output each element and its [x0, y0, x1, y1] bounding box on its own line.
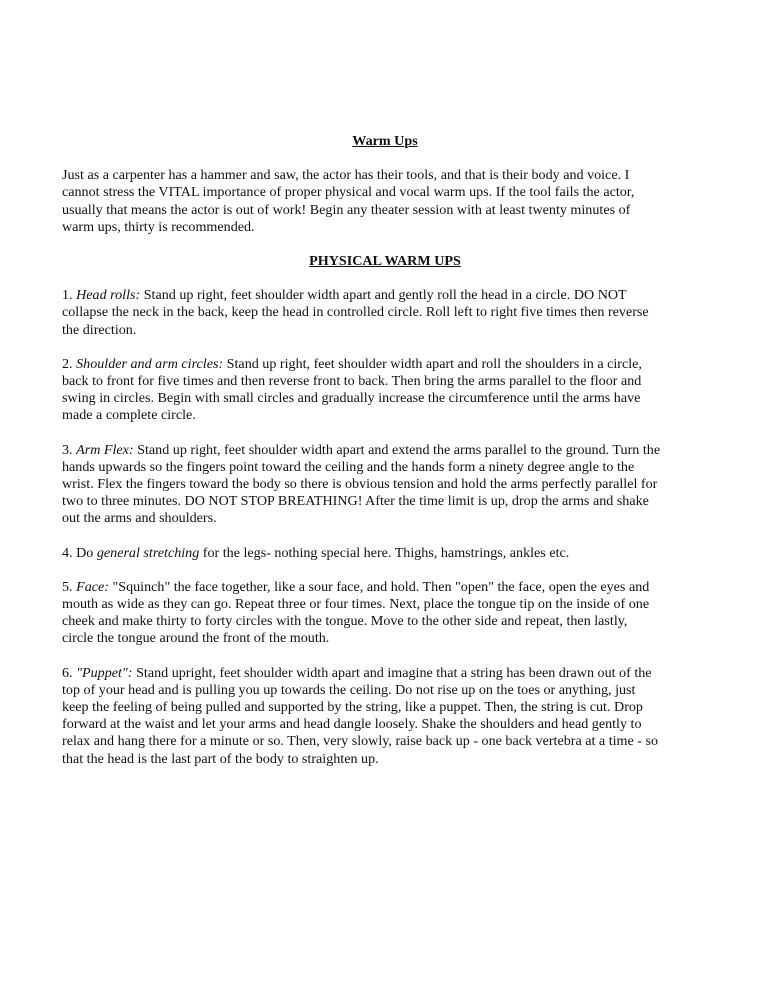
item-line: keep the feeling of being pulled and supported by the string, like a puppet. Then, the string is cut. Drop: [62, 699, 643, 716]
item-label: Arm Flex:: [76, 441, 134, 458]
document-body: [62, 133, 708, 785]
warmup-item-head-rolls: [62, 287, 708, 339]
item-line: swing in circles. Begin with small circles and gradually increase the circumference until the arms have: [62, 390, 641, 407]
item-line: two to three minutes. DO NOT STOP BREATHING! After the time limit is up, drop the arms and shake: [62, 493, 649, 510]
item-text: Stand up right, feet shoulder width apart and extend the arms parallel to the ground. Turn the: [133, 441, 661, 458]
warmup-item-general-stretching: [62, 545, 708, 562]
item-text: "Squinch" the face together, like a sour face, and hold. Then "open" the face, open the eyes and: [108, 578, 650, 595]
item-first-line: [62, 287, 708, 304]
warmup-item-puppet: [62, 665, 708, 768]
item-label: Head rolls:: [76, 287, 141, 304]
item-text: Stand up right, feet shoulder width apart and roll the shoulders in a circle,: [223, 355, 642, 372]
item-line: that the head is the last part of the body to straighten up.: [62, 750, 379, 767]
item-first-line: [62, 356, 708, 373]
warmup-item-face: [62, 579, 708, 648]
item-first-line: [62, 579, 708, 596]
item-number: 6.: [62, 664, 77, 681]
intro-line: warm ups, thirty is recommended.: [62, 218, 255, 235]
intro-line: Just as a carpenter has a hammer and saw, the actor has their tools, and that is their body and voice. I: [62, 167, 630, 184]
intro-line: usually that means the actor is out of work! Begin any theater session with at least twenty minutes of: [62, 201, 631, 218]
item-line: cheek and make thirty to forty circles with the tongue. Move to the other side and repeat, then lastly,: [62, 613, 628, 630]
item-first-line: [62, 442, 708, 459]
item-first-line: [62, 665, 708, 682]
item-line: collapse the neck in the back, keep the head in controlled circle. Roll left to right five times then reverse: [62, 304, 649, 321]
item-first-line: [62, 545, 708, 562]
section-title: PHYSICAL WARM UPS: [309, 253, 461, 270]
item-label: general stretching: [96, 544, 200, 561]
item-line: relax and hang there for a minute or so. Then, very slowly, raise back up - one back vertebra at a time - so: [62, 733, 659, 750]
item-line: top of your head and is pulling you up towards the ceiling. Do not rise up on the toes or anything, just: [62, 681, 636, 698]
item-label: Shoulder and arm circles:: [76, 355, 224, 372]
item-number: 5.: [62, 578, 77, 595]
item-number: 3.: [62, 441, 77, 458]
item-text: Stand up right, feet shoulder width apart and gently roll the head in a circle. DO NOT: [140, 287, 627, 304]
warmup-item-arm-flex: [62, 442, 708, 528]
item-number: 2.: [62, 355, 77, 372]
item-text: Stand upright, feet shoulder width apart and imagine that a string has been drawn out of the: [132, 664, 652, 681]
item-line: back to front for five times and then reverse front to back. Then bring the arms parallel to the floor and: [62, 373, 642, 390]
item-line: wrist. Flex the fingers toward the body so there is obvious tension and hold the arms perfectly parallel for: [62, 476, 658, 493]
item-line: forward at the waist and let your arms and head dangle loosely. Shake the shoulders and head gently to: [62, 716, 642, 733]
item-label: Face:: [76, 578, 109, 595]
document-title: Warm Ups: [352, 133, 418, 149]
item-text: for the legs- nothing special here. Thighs, hamstrings, ankles etc.: [199, 544, 570, 561]
item-line: mouth as wide as they can go. Repeat three or four times. Next, place the tongue tip on the inside of one: [62, 596, 650, 613]
item-number: 4. Do: [62, 544, 97, 561]
warmup-item-shoulder-arm-circles: [62, 356, 708, 425]
intro-line: cannot stress the VITAL importance of proper physical and vocal warm ups. If the tool fails the actor,: [62, 184, 635, 201]
item-label: "Puppet":: [76, 664, 133, 681]
item-line: circle the tongue around the front of the mouth.: [62, 630, 330, 647]
item-line: made a complete circle.: [62, 407, 196, 424]
item-line: out the arms and shoulders.: [62, 510, 217, 527]
item-number: 1.: [62, 287, 77, 304]
item-line: hands upwards so the fingers point toward the ceiling and the hands form a ninety degree angle to the: [62, 458, 635, 475]
item-line: the direction.: [62, 321, 137, 338]
intro-paragraph: [62, 167, 708, 236]
